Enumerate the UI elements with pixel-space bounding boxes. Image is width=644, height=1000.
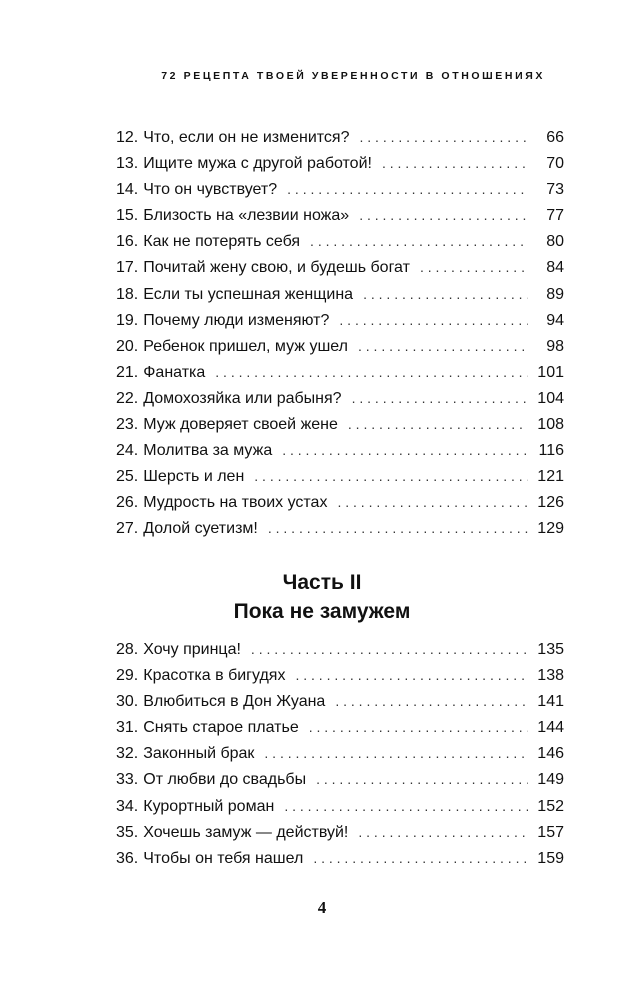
toc-entry bbox=[116, 515, 564, 541]
toc-entry-title: Как не потерять себя bbox=[143, 233, 301, 251]
toc-entry-page: 104 bbox=[537, 389, 564, 407]
toc-entry bbox=[116, 202, 564, 228]
toc-entry-page: 149 bbox=[537, 771, 564, 789]
toc-dot-leader bbox=[363, 281, 528, 307]
toc-dot-leader bbox=[284, 793, 528, 819]
toc-entry-title: Что он чувствует? bbox=[143, 181, 278, 199]
toc-entry-page: 135 bbox=[537, 641, 564, 658]
toc-entry bbox=[116, 662, 564, 688]
toc-dot-leader bbox=[335, 688, 528, 714]
toc-entry-number: 13. bbox=[116, 155, 139, 173]
toc-entry-page: 129 bbox=[537, 520, 564, 538]
toc-entry bbox=[116, 437, 564, 463]
toc-entry bbox=[116, 714, 564, 740]
toc-entry-number: 18. bbox=[116, 285, 139, 303]
toc-entry-title: Ребенок пришел, муж ушел bbox=[143, 337, 348, 355]
toc-entry-page: 146 bbox=[537, 745, 564, 763]
toc-dot-leader bbox=[282, 437, 528, 463]
toc-entry bbox=[116, 150, 564, 176]
toc-entry-page: 98 bbox=[546, 337, 564, 355]
toc-entry bbox=[116, 359, 564, 385]
toc-entry-title: Ищите мужа с другой работой! bbox=[143, 155, 372, 173]
toc-entry-page: 70 bbox=[546, 155, 564, 173]
toc-dot-leader bbox=[316, 766, 528, 792]
toc-entry-number: 16. bbox=[116, 233, 139, 251]
toc-dot-leader bbox=[251, 636, 528, 662]
toc-entry-page: 159 bbox=[537, 849, 564, 867]
toc-dot-leader bbox=[339, 307, 528, 333]
toc-entry-title: Долой суетизм! bbox=[143, 520, 258, 538]
toc-dot-leader bbox=[254, 463, 528, 489]
toc-entry-title: Хочу принца! bbox=[143, 641, 241, 658]
toc-entry-page: 66 bbox=[546, 129, 564, 146]
toc-entry-page: 94 bbox=[546, 311, 564, 329]
toc-entry bbox=[116, 489, 564, 515]
toc-dot-leader bbox=[309, 714, 528, 740]
toc-entry-number: 20. bbox=[116, 337, 139, 355]
toc-dot-leader bbox=[287, 176, 528, 202]
toc-entry bbox=[116, 385, 564, 411]
toc-entry-number: 14. bbox=[116, 181, 139, 199]
toc-dot-leader bbox=[358, 819, 528, 845]
toc-entry-number: 31. bbox=[116, 719, 139, 737]
toc-entry bbox=[116, 845, 564, 871]
toc-dot-leader bbox=[348, 411, 528, 437]
toc-entry-number: 12. bbox=[116, 129, 139, 146]
toc-entry bbox=[116, 124, 564, 150]
toc-entry-number: 27. bbox=[116, 520, 139, 538]
toc-entry-number: 19. bbox=[116, 311, 139, 329]
table-of-contents-part-1 bbox=[116, 124, 564, 542]
toc-entry bbox=[116, 793, 564, 819]
toc-entry bbox=[116, 688, 564, 714]
table-of-contents-part-2 bbox=[116, 636, 564, 871]
toc-entry bbox=[116, 740, 564, 766]
toc-entry-page: 152 bbox=[537, 797, 564, 815]
toc-entry-title: Законный брак bbox=[143, 745, 255, 763]
toc-entry bbox=[116, 228, 564, 254]
toc-entry-page: 116 bbox=[538, 442, 564, 460]
toc-entry-page: 89 bbox=[546, 285, 564, 303]
toc-entry-number: 30. bbox=[116, 693, 139, 711]
toc-entry-number: 23. bbox=[116, 416, 139, 434]
toc-entry bbox=[116, 411, 564, 437]
toc-entry-number: 29. bbox=[116, 667, 139, 685]
toc-entry-title: Влюбиться в Дон Жуана bbox=[143, 693, 326, 711]
toc-entry-number: 17. bbox=[116, 259, 139, 277]
toc-entry-number: 21. bbox=[116, 363, 139, 381]
toc-entry-page: 77 bbox=[546, 207, 564, 225]
toc-entry-page: 157 bbox=[537, 823, 564, 841]
toc-entry-title: Мудрость на твоих устах bbox=[143, 494, 328, 512]
toc-entry-page: 126 bbox=[537, 494, 564, 512]
toc-entry-number: 28. bbox=[116, 641, 139, 658]
toc-dot-leader bbox=[382, 150, 528, 176]
part-title: Пока не замужем bbox=[233, 600, 411, 623]
toc-entry-title: Красотка в бигудях bbox=[143, 667, 286, 685]
running-head: 72 РЕЦЕПТА ТВОЕЙ УВЕРЕННОСТИ В ОТНОШЕНИЯХ bbox=[161, 70, 545, 82]
toc-entry bbox=[116, 176, 564, 202]
toc-entry-number: 26. bbox=[116, 494, 139, 512]
toc-entry-number: 25. bbox=[116, 468, 139, 486]
toc-entry bbox=[116, 766, 564, 792]
toc-entry-number: 33. bbox=[116, 771, 139, 789]
toc-entry-title: Курортный роман bbox=[143, 797, 275, 815]
toc-entry-title: Почитай жену свою, и будешь богат bbox=[143, 259, 410, 277]
toc-entry-number: 35. bbox=[116, 823, 139, 841]
toc-entry-title: Фанатка bbox=[143, 363, 206, 381]
toc-dot-leader bbox=[215, 359, 528, 385]
toc-entry-number: 15. bbox=[116, 207, 139, 225]
toc-dot-leader bbox=[337, 489, 528, 515]
toc-entry-title: Хочешь замуж — действуй! bbox=[143, 823, 349, 841]
toc-entry-title: Молитва за мужа bbox=[143, 442, 273, 460]
page-number: 4 bbox=[317, 898, 327, 917]
toc-entry-title: Если ты успешная женщина bbox=[143, 285, 354, 303]
toc-entry-page: 138 bbox=[537, 667, 564, 685]
part-number: Часть II bbox=[282, 571, 362, 594]
toc-dot-leader bbox=[352, 385, 528, 411]
toc-entry-number: 22. bbox=[116, 389, 139, 407]
toc-entry-page: 73 bbox=[546, 181, 564, 199]
toc-dot-leader bbox=[359, 124, 528, 150]
toc-dot-leader bbox=[358, 333, 528, 359]
toc-dot-leader bbox=[268, 515, 528, 541]
toc-entry-title: Чтобы он тебя нашел bbox=[143, 849, 304, 867]
toc-entry bbox=[116, 254, 564, 280]
toc-dot-leader bbox=[359, 202, 528, 228]
toc-entry-title: Что, если он не изменится? bbox=[143, 129, 350, 146]
toc-entry-page: 84 bbox=[546, 259, 564, 277]
toc-dot-leader bbox=[420, 254, 528, 280]
toc-dot-leader bbox=[310, 228, 528, 254]
toc-entry-page: 80 bbox=[546, 233, 564, 251]
toc-entry-title: Шерсть и лен bbox=[143, 468, 245, 486]
toc-entry-title: Близость на «лезвии ножа» bbox=[143, 207, 350, 225]
toc-entry-title: Домохозяйка или рабыня? bbox=[143, 389, 342, 407]
toc-entry-title: Снять старое платье bbox=[143, 719, 299, 737]
toc-entry-number: 36. bbox=[116, 849, 139, 867]
toc-entry-page: 144 bbox=[537, 719, 564, 737]
toc-entry-title: От любви до свадьбы bbox=[143, 771, 307, 789]
toc-entry bbox=[116, 307, 564, 333]
toc-entry-page: 101 bbox=[537, 363, 564, 381]
toc-entry bbox=[116, 463, 564, 489]
toc-entry-number: 34. bbox=[116, 797, 139, 815]
toc-entry-page: 141 bbox=[537, 693, 564, 711]
toc-entry bbox=[116, 819, 564, 845]
toc-entry-title: Муж доверяет своей жене bbox=[143, 416, 338, 434]
toc-entry bbox=[116, 281, 564, 307]
toc-entry-page: 121 bbox=[537, 468, 564, 486]
toc-entry-number: 32. bbox=[116, 745, 139, 763]
toc-entry bbox=[116, 333, 564, 359]
toc-entry-number: 24. bbox=[116, 442, 139, 460]
toc-dot-leader bbox=[264, 740, 528, 766]
toc-entry bbox=[116, 636, 564, 662]
toc-dot-leader bbox=[313, 845, 528, 871]
toc-entry-title: Почему люди изменяют? bbox=[143, 311, 330, 329]
toc-dot-leader bbox=[295, 662, 528, 688]
toc-entry-page: 108 bbox=[537, 416, 564, 434]
